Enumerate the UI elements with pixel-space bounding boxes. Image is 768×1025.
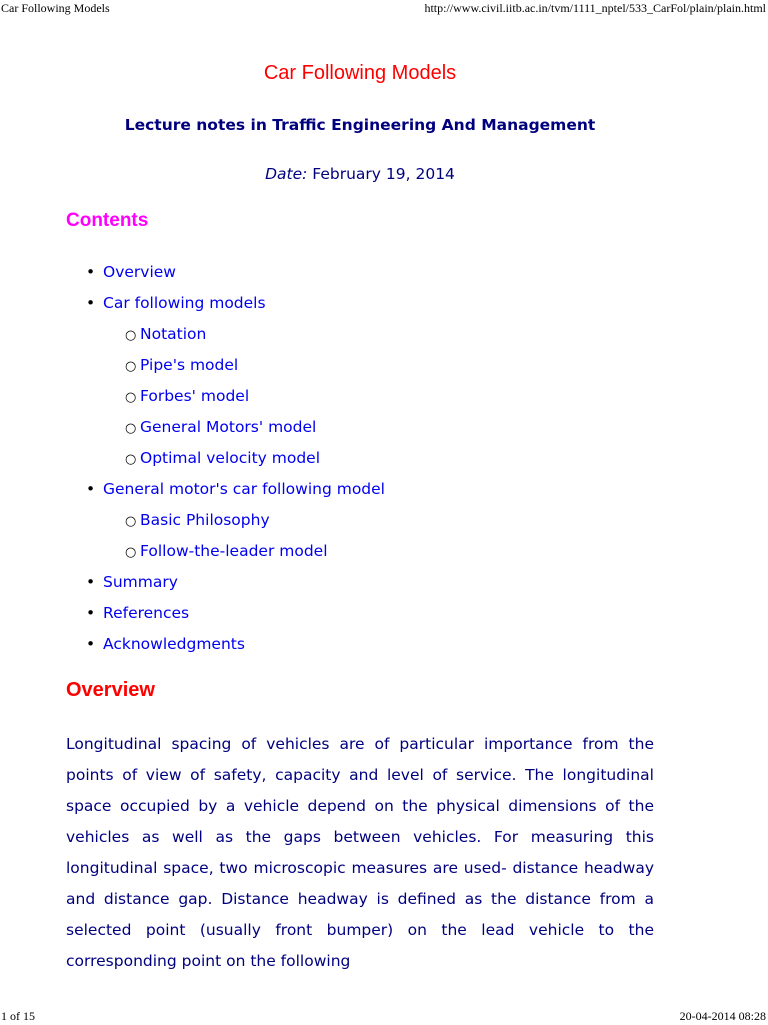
bullet-circle-icon: ○	[125, 390, 137, 405]
document-title: Car Following Models	[263, 62, 457, 84]
toc-link-general-motors-model[interactable]: General Motors' model	[140, 418, 317, 436]
print-header	[0, 1, 768, 17]
print-footer	[0, 1009, 768, 1025]
toc-item-overview	[86, 262, 385, 293]
document-date	[0, 165, 720, 183]
bullet-circle-icon: ○	[125, 421, 137, 436]
bullet-disc-icon: •	[86, 604, 96, 622]
bullet-disc-icon: •	[86, 573, 96, 591]
toc-item-forbes-model	[86, 386, 385, 417]
toc-link-overview[interactable]: Overview	[103, 263, 176, 281]
toc-item-general-motors-car-following	[86, 479, 385, 510]
toc-link-forbes-model[interactable]: Forbes' model	[140, 387, 250, 405]
table-of-contents	[86, 262, 385, 665]
toc-link-general-motors-car-following[interactable]: General motor's car following model	[103, 480, 385, 498]
document-subtitle: Lecture notes in Traffic Engineering And Management	[124, 116, 596, 134]
toc-item-references	[86, 603, 385, 634]
contents-heading: Contents	[66, 210, 149, 231]
bullet-disc-icon: •	[86, 263, 96, 281]
toc-link-notation[interactable]: Notation	[140, 325, 207, 343]
toc-link-follow-the-leader[interactable]: Follow-the-leader model	[140, 542, 328, 560]
bullet-circle-icon: ○	[125, 514, 137, 529]
bullet-disc-icon: •	[86, 294, 96, 312]
toc-item-summary	[86, 572, 385, 603]
print-timestamp: 20-04-2014 08:28	[679, 1009, 766, 1023]
toc-item-general-motors-model	[86, 417, 385, 448]
toc-item-follow-the-leader	[86, 541, 385, 572]
bullet-disc-icon: •	[86, 635, 96, 653]
bullet-circle-icon: ○	[125, 545, 137, 560]
print-header-url: http://www.civil.iitb.ac.in/tvm/1111_nptel/533_CarFol/plain/plain.html	[424, 1, 766, 15]
overview-paragraph: Longitudinal spacing of vehicles are of particular importance from the points of view of safety, capacity and level of service. The longitudinal space occupied by a vehicle depend on the physical dimensions of the vehicles as well as the gaps between vehicles. For measuring this longitudinal space, two microscopic measures are used- distance headway and distance gap. Distance headway is defined as the distance from a selected point (usually front bumper) on the lead vehicle to the corresponding point on the following	[66, 735, 654, 970]
date-value: February 19, 2014	[312, 165, 455, 183]
toc-item-optimal-velocity-model	[86, 448, 385, 479]
bullet-circle-icon: ○	[125, 328, 137, 343]
toc-link-optimal-velocity-model[interactable]: Optimal velocity model	[140, 449, 321, 467]
toc-link-basic-philosophy[interactable]: Basic Philosophy	[140, 511, 270, 529]
toc-item-car-following-models	[86, 293, 385, 324]
toc-link-pipes-model[interactable]: Pipe's model	[140, 356, 239, 374]
overview-heading: Overview	[66, 679, 155, 701]
toc-link-summary[interactable]: Summary	[103, 573, 178, 591]
bullet-circle-icon: ○	[125, 359, 137, 374]
toc-item-notation	[86, 324, 385, 355]
toc-link-references[interactable]: References	[103, 604, 190, 622]
toc-item-basic-philosophy	[86, 510, 385, 541]
toc-link-acknowledgments[interactable]: Acknowledgments	[103, 635, 245, 653]
page-number: 1 of 15	[1, 1009, 35, 1023]
bullet-disc-icon: •	[86, 480, 96, 498]
bullet-circle-icon: ○	[125, 452, 137, 467]
toc-item-acknowledgments	[86, 634, 385, 665]
toc-item-pipes-model	[86, 355, 385, 386]
print-header-title: Car Following Models	[1, 1, 110, 15]
toc-link-car-following-models[interactable]: Car following models	[103, 294, 266, 312]
date-label: Date:	[265, 165, 308, 183]
